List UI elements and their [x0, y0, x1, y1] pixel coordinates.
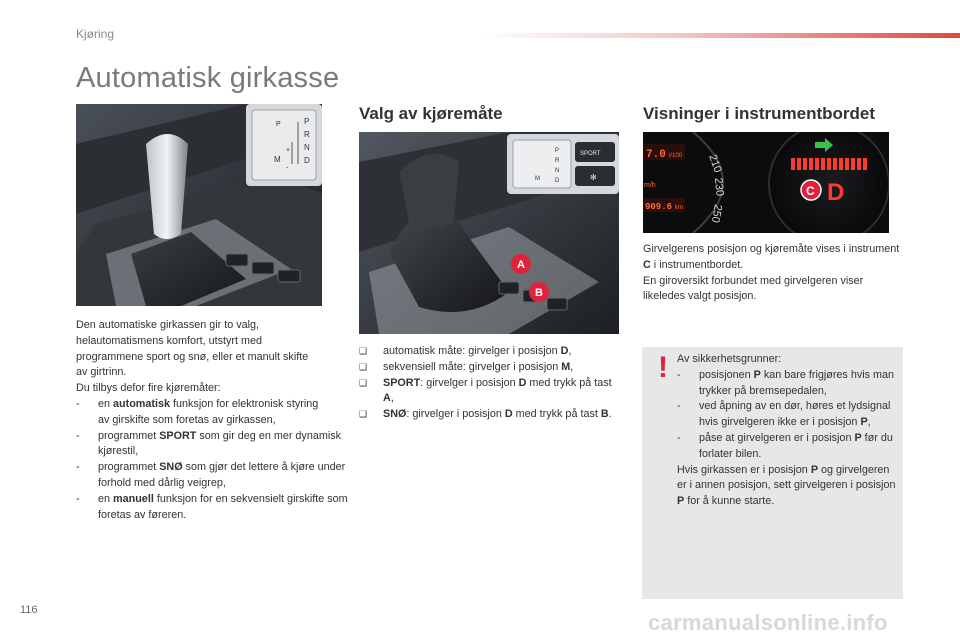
- page-number: 116: [20, 604, 38, 616]
- mode-item-automatic: - en automatisk funksjon for elektronisk styring av girskifte som foretas av girkassen,: [76, 397, 319, 426]
- gate-p: P: [276, 121, 281, 128]
- intro-text: [76, 318, 346, 523]
- speed-tick-210: 210: [706, 152, 724, 175]
- list-item: ❑ automatisk måte: girvelger i posisjon D,: [359, 345, 572, 357]
- mode-item-manual: - en manuell funksjon for en sekvensielt girskifte som foretas av føreren.: [76, 492, 348, 521]
- intro-line: av girtrinn.: [76, 366, 127, 379]
- consumption-unit: l/100: [669, 153, 683, 159]
- gate-n-label: N: [555, 168, 560, 174]
- chapter-label: Kjøring: [76, 27, 115, 41]
- warning-item: - påse at girvelgeren er i posisjon P før du forlater bilen.: [677, 431, 893, 460]
- mode-item-snow: - programmet SNØ som gjør det lettere å kjøre under forhold med dårlig veigrep,: [76, 461, 346, 489]
- gate-p-label: P: [555, 148, 560, 154]
- speed-unit: m/h: [644, 182, 656, 189]
- callout-b-label: B: [535, 287, 543, 299]
- gate-d-label: D: [304, 156, 310, 165]
- gate-m-label: M: [535, 176, 540, 182]
- intro-line: Du tilbys defor fire kjøremåter:: [76, 382, 221, 395]
- callout-a-label: A: [517, 259, 525, 271]
- intro-line: helautomatismens komfort, utstyrt med: [76, 334, 263, 347]
- gear-lever-photo: [76, 104, 322, 306]
- odometer-readout: 909.6: [645, 202, 673, 212]
- gate-r-label: R: [555, 158, 560, 164]
- section-heading-instrument: Visninger i instrumentbordet: [643, 104, 876, 123]
- list-item: ❑ sekvensiell måte: girvelger i posisjon M,: [359, 360, 574, 373]
- warning-text: [677, 352, 899, 510]
- safety-warning-box: [642, 347, 903, 599]
- warning-outro: Hvis girkassen er i posisjon P og girvelgeren er i annen posisjon, sett girvelgeren i posisjon P for å kunne starte.: [677, 463, 896, 508]
- gate-d-label: D: [555, 178, 560, 184]
- instrument-para-1: Girvelgerens posisjon og kjøremåte vises i instrument C i instrumentbordet.: [643, 243, 900, 271]
- intro-line: Den automatiske girkassen gir to valg,: [76, 319, 260, 331]
- warning-item: - ved åpning av en dør, høres et lydsignal hvis girvelgeren ikke er i posisjon P,: [677, 400, 891, 429]
- speed-tick-250: 250: [708, 203, 724, 224]
- warning-intro: Av sikkerhetsgrunner:: [677, 353, 782, 365]
- gate-m-label: M: [274, 155, 281, 164]
- instrument-text: [643, 242, 905, 305]
- consumption-readout: 7.0: [646, 149, 666, 161]
- sport-button-label: SPORT: [580, 151, 601, 157]
- drive-mode-photo: [359, 132, 619, 334]
- gate-r-label: R: [304, 130, 310, 139]
- intro-line: programmene sport og snø, eller et manult skifte: [76, 350, 309, 363]
- snow-icon: ✻: [590, 173, 597, 182]
- gate-p-label: P: [304, 117, 310, 126]
- warning-item: - posisjonen P kan bare frigjøres hvis man trykker på bremsepedalen,: [677, 368, 895, 397]
- section-heading-drive-mode: Valg av kjøremåte: [359, 104, 503, 123]
- speed-tick-230: 230: [712, 177, 726, 197]
- odometer-unit: km: [675, 205, 683, 211]
- instrument-cluster-photo: [643, 132, 889, 233]
- gate-minus: -: [286, 165, 289, 172]
- warning-icon: !: [658, 351, 668, 384]
- watermark: carmanualsonline.info: [648, 610, 888, 635]
- gate-plus: +: [286, 147, 291, 154]
- drive-mode-list: [359, 344, 621, 423]
- list-item: ❑ SPORT: girvelger i posisjon D med trykk på tast A,: [359, 376, 612, 405]
- header-bar: [480, 33, 960, 38]
- mode-item-sport: - programmet SPORT som gir deg en mer dynamisk kjørestil,: [76, 429, 342, 458]
- instrument-para-2: En giroversikt forbundet med girvelgeren viser likeledes valgt posisjon.: [643, 274, 864, 303]
- list-item: ❑ SNØ: girvelger i posisjon D med trykk på tast B.: [359, 408, 612, 421]
- gate-n-label: N: [304, 143, 310, 152]
- gear-indicator: D: [827, 179, 845, 206]
- callout-c-label: C: [806, 184, 815, 198]
- page-title: Automatisk girkasse: [76, 62, 340, 94]
